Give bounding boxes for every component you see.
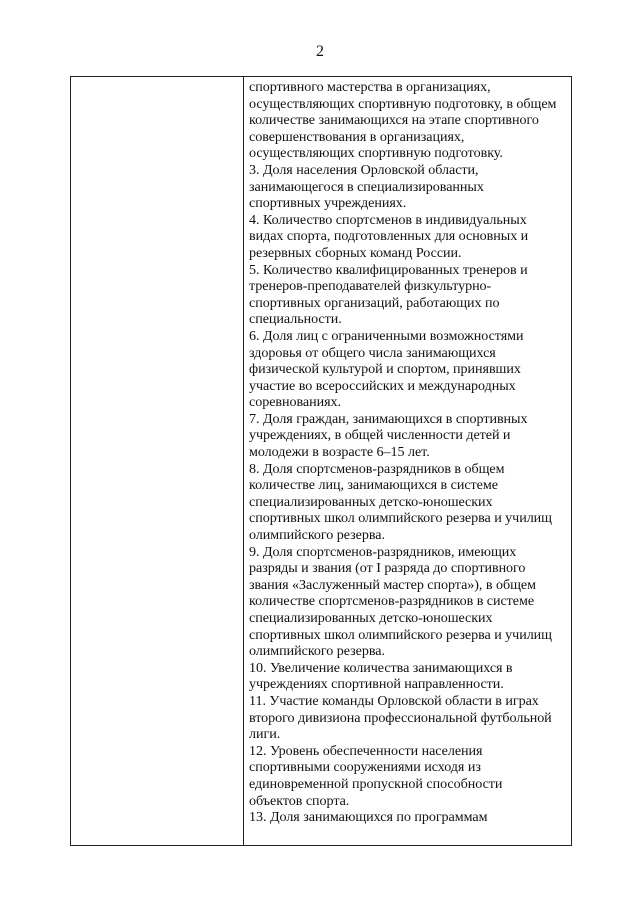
text-line: резервных сборных команд России. xyxy=(249,244,462,261)
text-line: учреждениях, в общей численности детей и xyxy=(249,427,511,444)
text-line: единовременной пропускной способности xyxy=(249,775,503,792)
text-line: совершенствования в организациях, xyxy=(249,128,465,145)
text-line: спортивных организаций, работающих по xyxy=(249,294,500,311)
text-line: спортивных учреждениях. xyxy=(249,195,407,212)
text-line: количестве лиц, занимающихся в системе xyxy=(249,477,498,494)
text-line: звания «Заслуженный мастер спорта»), в общем xyxy=(249,576,536,593)
text-line: специальности. xyxy=(249,311,342,328)
indicator-list xyxy=(244,77,571,826)
text-line: 11. Участие команды Орловской области в играх xyxy=(249,692,539,709)
text-line: второго дивизиона профессиональной футбольной xyxy=(249,709,552,726)
text-line: лиги. xyxy=(249,726,281,743)
table-cell-left xyxy=(71,77,244,846)
text-line: 10. Увеличение количества занимающихся в xyxy=(249,659,513,676)
text-line: осуществляющих спортивную подготовку, в общем xyxy=(249,95,557,112)
text-line: объектов спорта. xyxy=(249,792,350,809)
text-line: специализированных детско-юношеских xyxy=(249,493,493,510)
page-number: 2 xyxy=(316,43,324,60)
text-line: 9. Доля спортсменов-разрядников, имеющих xyxy=(249,543,517,560)
text-line: соревнованиях. xyxy=(249,394,342,411)
text-line: видах спорта, подготовленных для основных и xyxy=(249,228,529,245)
table-row xyxy=(71,77,572,846)
text-line: спортивных школ олимпийского резерва и училищ xyxy=(249,626,552,643)
text-line: молодежи в возрасте 6–15 лет. xyxy=(249,444,430,461)
text-line: 7. Доля граждан, занимающихся в спортивных xyxy=(249,410,528,427)
table-cell-right xyxy=(244,77,572,846)
text-line: тренеров-преподавателей физкультурно- xyxy=(249,278,492,295)
text-line: спортивными сооружениями исходя из xyxy=(249,759,481,776)
text-line: олимпийского резерва. xyxy=(249,643,385,660)
text-line: специализированных детско-юношеских xyxy=(249,610,493,626)
text-line: физической культурой и спортом, принявших xyxy=(249,361,521,378)
text-line: 12. Уровень обеспеченности населения xyxy=(249,742,483,759)
text-line: 6. Доля лиц с ограниченными возможностями xyxy=(249,327,524,344)
text-line: занимающегося в специализированных xyxy=(249,178,484,195)
document-table xyxy=(70,76,572,846)
text-line: спортивных школ олимпийского резерва и училищ xyxy=(249,510,552,527)
text-line: учреждениях спортивной направленности. xyxy=(249,676,504,693)
text-line: количестве занимающихся на этапе спортивного xyxy=(249,112,539,129)
text-line: спортивного мастерства в организациях, xyxy=(249,79,491,95)
text-line: 5. Количество квалифицированных тренеров и xyxy=(249,261,528,278)
text-line: участие во всероссийских и международных xyxy=(249,377,516,394)
text-line: 8. Доля спортсменов-разрядников в общем xyxy=(249,460,505,477)
text-line: количестве спортсменов-разрядников в системе xyxy=(249,593,535,610)
text-line: 3. Доля населения Орловской области, xyxy=(249,161,479,178)
text-line: 4. Количество спортсменов в индивидуальных xyxy=(249,211,527,228)
text-line: разряды и звания (от I разряда до спортивного xyxy=(249,560,526,577)
text-line: здоровья от общего числа занимающихся xyxy=(249,344,496,361)
text-line: олимпийского резерва. xyxy=(249,527,385,544)
text-line: 13. Доля занимающихся по программам xyxy=(249,809,488,826)
text-line: осуществляющих спортивную подготовку. xyxy=(249,145,503,162)
